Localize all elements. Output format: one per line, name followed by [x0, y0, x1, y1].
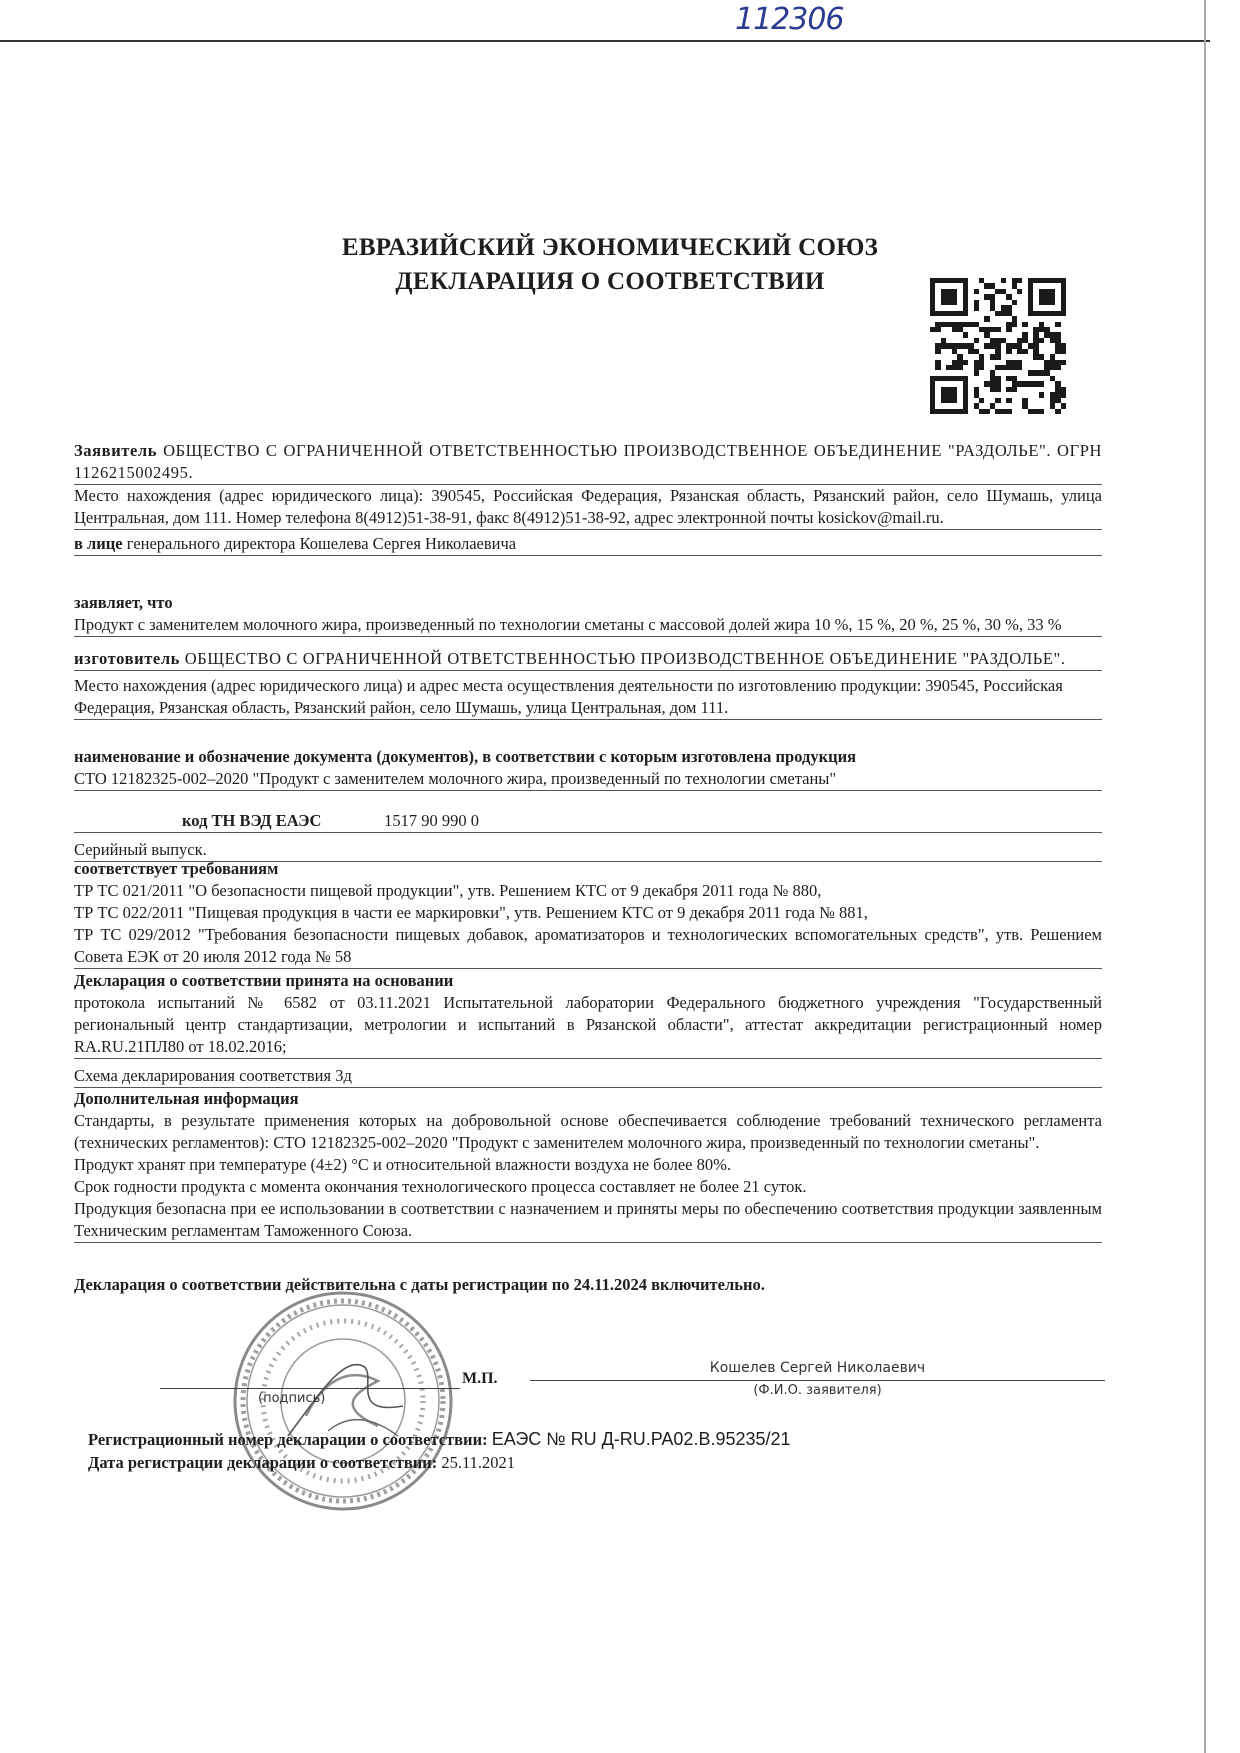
requirement-item: ТР ТС 022/2011 "Пищевая продукция в части ее маркировки", утв. Решением КТС от 9 декабря 2011 года № 881, — [74, 903, 868, 922]
applicant-label: Заявитель — [74, 441, 158, 460]
qr-code — [930, 278, 1066, 414]
document-label: наименование и обозначение документа (документов), в соответствии с которым изготовлена продукция — [74, 747, 857, 766]
manufacturer-address: Место нахождения (адрес юридического лица) и адрес места осуществления деятельности по изготовлению продукции: 390545, Российская Федерация, Рязанская область, Рязанский район, село Шумашь, улица Центральная, дом 111. — [74, 675, 1102, 720]
basis-text: протокола испытаний № 6582 от 03.11.2021 Испытательной лаборатории Федерального бюджетного учреждения "Государственный региональный центр стандартизации, метрологии и испытаний в Рязанской области", аттестат аккредитации регистрационный номер RA.RU.21ПЛ80 от 18.02.2016; — [74, 992, 1102, 1059]
declares-section — [74, 592, 1102, 637]
product-description: Продукт с заменителем молочного жира, произведенный по технологии сметаны с массовой долей жира 10 %, 15 %, 20 %, 25 %, 30 %, 33 % — [74, 614, 1102, 637]
tnved-section — [74, 810, 1102, 862]
registration-number-value: ЕАЭС № RU Д-RU.PA02.B.95235/21 — [491, 1429, 791, 1449]
document-value: СТО 12182325-002–2020 "Продукт с заменителем молочного жира, произведенный по технологии сметаны" — [74, 768, 1102, 791]
applicant-fio: Кошелев Сергей Николаевич — [709, 1360, 926, 1376]
tnved-value: 1517 90 990 0 — [384, 811, 479, 830]
person-label: в лице — [74, 534, 123, 553]
registration-date-value: 25.11.2021 — [441, 1453, 516, 1472]
handwritten-number: 112306 — [735, 2, 844, 37]
validity-statement: Декларация о соответствии действительна с даты регистрации по 24.11.2024 включительно. — [74, 1275, 765, 1294]
mp-label: М.П. — [462, 1370, 498, 1387]
basis-section — [74, 970, 1102, 1088]
applicant-name: ОБЩЕСТВО С ОГРАНИЧЕННОЙ ОТВЕТСТВЕННОСТЬЮ ПРОИЗВОДСТВЕННОЕ ОБЪЕДИНЕНИЕ "РАЗДОЛЬЕ". ОГРН 1126215002495. — [74, 441, 1102, 482]
header-declaration: ДЕКЛАРАЦИЯ О СООТВЕТСТВИИ — [395, 268, 825, 295]
applicant-address: Место нахождения (адрес юридического лица): 390545, Российская Федерация, Рязанская область, Рязанский район, село Шумашь, улица Центральная, дом 111. Номер телефона 8(4912)51-38-91, факс 8(4912)51-38-92, адрес электронной почты kosickov@mail.ru. — [74, 485, 1102, 530]
manufacturer-section — [74, 648, 1102, 720]
registration-date-label: Дата регистрации декларации о соответствии: — [88, 1453, 438, 1472]
registration-date — [88, 1452, 1088, 1474]
declaration-scheme: Схема декларирования соответствия 3д — [74, 1065, 1102, 1088]
signature-line — [160, 1388, 460, 1389]
fio-caption: (Ф.И.О. заявителя) — [753, 1383, 882, 1398]
signature-caption: (подпись) — [258, 1391, 326, 1406]
document-section — [74, 746, 1102, 791]
requirement-item: ТР ТС 029/2012 "Требования безопасности пищевых добавок, ароматизаторов и технологических вспомогательных средств", утв. Решением Совета ЕЭК от 20 июля 2012 года № 58 — [74, 924, 1102, 969]
additional-shelf-life: Срок годности продукта с момента окончания технологического процесса составляет не более 21 суток. — [74, 1177, 807, 1196]
requirements-label: соответствует требованиям — [74, 859, 279, 878]
manufacturer-label: изготовитель — [74, 649, 181, 668]
declares-label: заявляет, что — [74, 593, 173, 612]
additional-storage: Продукт хранят при температуре (4±2) °С и относительной влажности воздуха не более 80%. — [74, 1155, 731, 1174]
additional-label: Дополнительная информация — [74, 1089, 299, 1108]
right-scan-edge — [1204, 0, 1206, 1753]
top-border-line — [0, 40, 1210, 42]
registration-number-label: Регистрационный номер декларации о соответствии: — [88, 1430, 488, 1449]
header-union: ЕВРАЗИЙСКИЙ ЭКОНОМИЧЕСКИЙ СОЮЗ — [341, 234, 879, 261]
registration-number — [88, 1428, 1088, 1451]
tnved-label: код ТН ВЭД ЕАЭС — [182, 811, 322, 830]
serial-release: Серийный выпуск. — [74, 839, 1102, 862]
manufacturer-name: ОБЩЕСТВО С ОГРАНИЧЕННОЙ ОТВЕТСТВЕННОСТЬЮ ПРОИЗВОДСТВЕННОЕ ОБЪЕДИНЕНИЕ "РАЗДОЛЬЕ". — [184, 649, 1066, 668]
additional-safety: Продукция безопасна при ее использовании в соответствии с назначением и приняты меры по обеспечению соответствия продукции заявленным Техническим регламентам Таможенного Союза. — [74, 1198, 1102, 1243]
person-value: генерального директора Кошелева Сергея Николаевича — [126, 534, 517, 553]
additional-section — [74, 1088, 1102, 1243]
additional-standards: Стандарты, в результате применения которых на добровольной основе обеспечивается соблюдение требований технического регламента (технических регламентов): СТО 12182325-002–2020 "Продукт с заменителем молочного жира, произведенный по технологии сметаны". — [74, 1111, 1102, 1152]
applicant-section — [74, 440, 1102, 556]
fio-line — [530, 1380, 1105, 1381]
requirements-section — [74, 858, 1102, 969]
requirement-item: ТР ТС 021/2011 "О безопасности пищевой продукции", утв. Решением КТС от 9 декабря 2011 года № 880, — [74, 881, 822, 900]
basis-label: Декларация о соответствии принята на основании — [74, 971, 454, 990]
